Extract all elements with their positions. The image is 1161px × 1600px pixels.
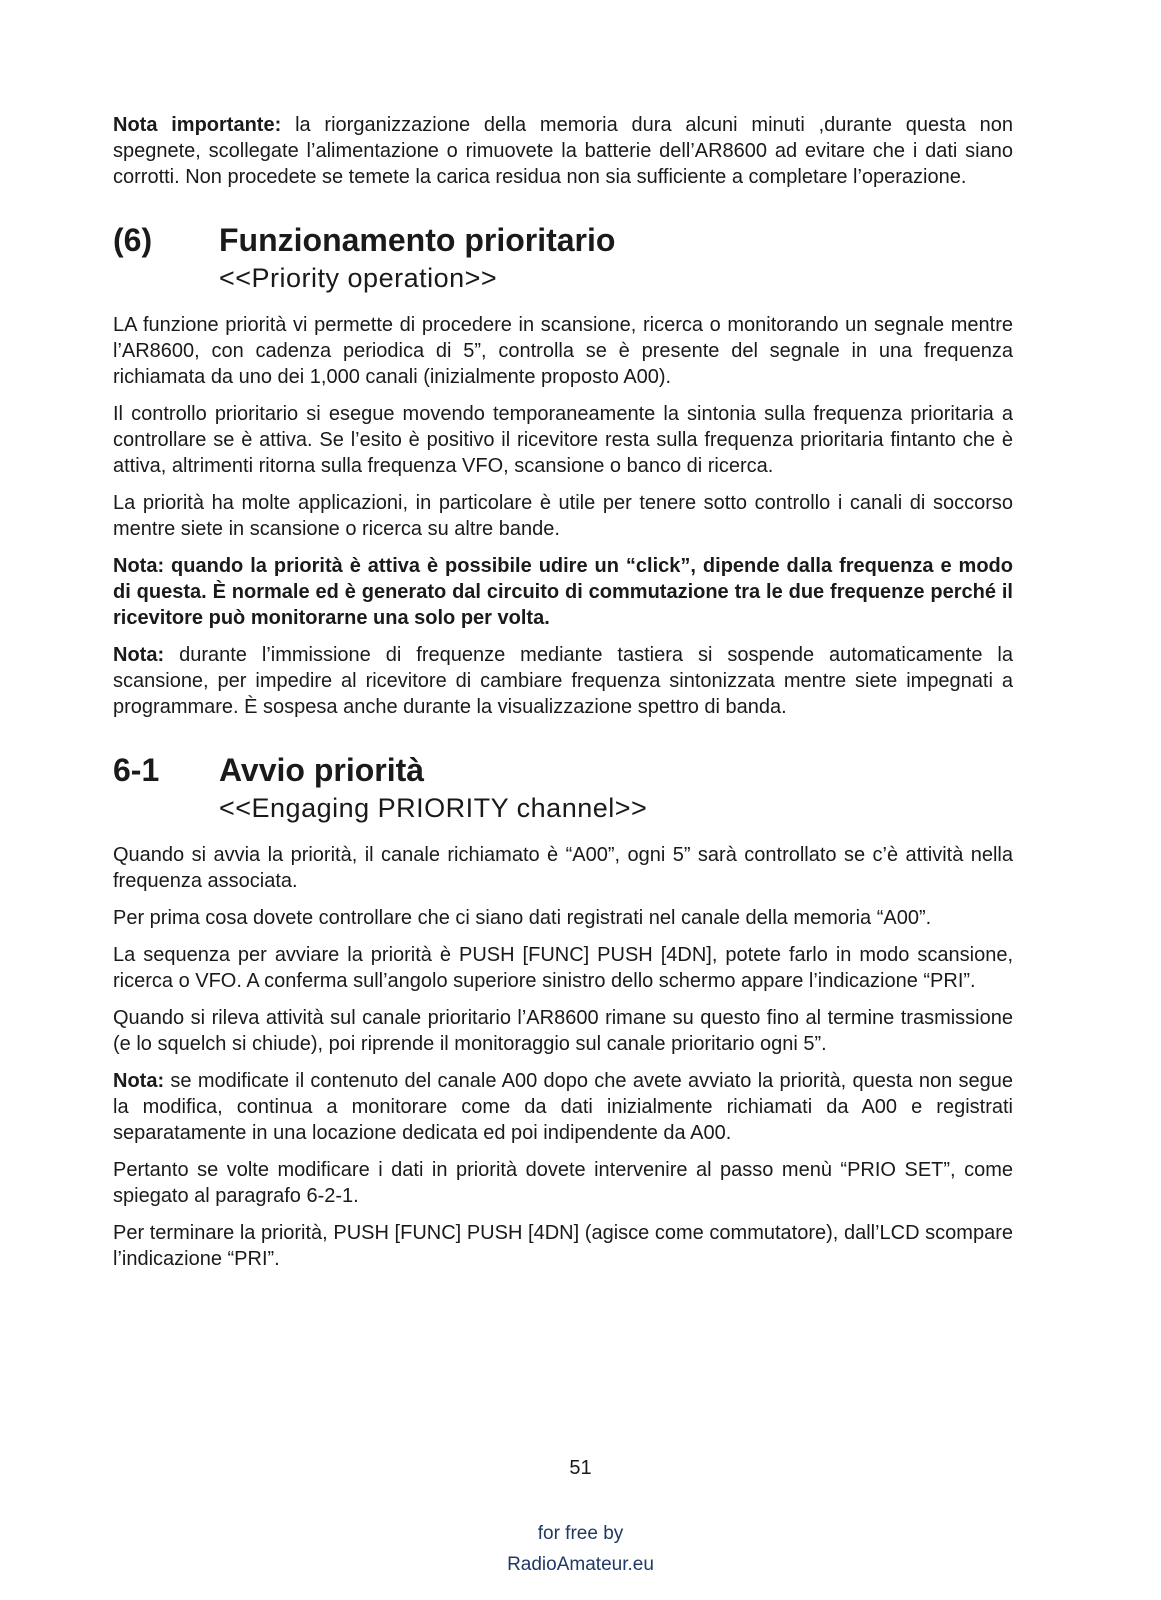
section-6-1-paragraph-6: Per terminare la priorità, PUSH [FUNC] PUSH [4DN] (agisce come commutatore), dall’LCD scompare l’indicazione “PRI”. xyxy=(113,1222,1013,1270)
section-6-1-note xyxy=(113,1068,1013,1146)
section-6-1-paragraph-3: La sequenza per avviare la priorità è PUSH [FUNC] PUSH [4DN], potete farlo in modo scansione, ricerca o VFO. A conferma sull’angolo superiore sinistro dello schermo appare l’indicazione “PRI”. xyxy=(113,944,1013,992)
section-6-note-label: Nota: xyxy=(113,644,165,666)
important-note xyxy=(113,112,1013,190)
footer xyxy=(0,1518,1161,1580)
section-6-note-text: durante l’immissione di frequenze mediante tastiera si sospende automaticamente la scansione, per impedire al ricevitore di cambiare frequenza sintonizzata mentre siete impegnati a programmare. È sospesa anche durante la visualizzazione spettro di banda. xyxy=(113,644,1014,718)
footer-line-1: for free by xyxy=(537,1523,624,1544)
section-6-1-heading xyxy=(113,750,1013,826)
section-6-1-paragraph-2: Per prima cosa dovete controllare che ci siano dati registrati nel canale della memoria “A00”. xyxy=(113,907,932,929)
section-6-1-paragraph-5: Pertanto se volte modificare i dati in priorità dovete intervenire al passo menù “PRIO SET”, come spiegato al paragrafo 6-2-1. xyxy=(113,1159,1013,1207)
important-note-label: Nota importante: xyxy=(113,114,282,136)
document-page xyxy=(113,112,1013,1283)
section-6-1-note-text: se modificate il contenuto del canale A00 dopo che avete avviato la priorità, questa non segue la modifica, continua a monitorare come da dati inizialmente richiamati da A00 e registrati separatamente in una locazione dedicata ed poi indipendente da A00. xyxy=(113,1070,1014,1144)
section-6-paragraph-3: La priorità ha molte applicazioni, in particolare è utile per tenere sotto controllo i canali di soccorso mentre siete in scansione o ricerca su altre bande. xyxy=(113,492,1013,540)
section-6-subtitle: <<Priority operation>> xyxy=(219,263,498,293)
section-6-note xyxy=(113,642,1013,720)
section-6-title: Funzionamento prioritario xyxy=(219,222,616,258)
section-6-heading xyxy=(113,220,1013,296)
footer-link[interactable]: RadioAmateur.eu xyxy=(507,1554,654,1575)
section-6-paragraph-2: Il controllo prioritario si esegue movendo temporaneamente la sintonia sulla frequenza prioritaria a controllare se è attiva. Se l’esito è positivo il ricevitore resta sulla frequenza prioritaria fintanto che è attiva, altrimenti ritorna sulla frequenza VFO, scansione o banco di ricerca. xyxy=(113,403,1013,477)
page-number: 51 xyxy=(569,1457,592,1479)
section-6-paragraph-1: LA funzione priorità vi permette di procedere in scansione, ricerca o monitorando un segnale mentre l’AR8600, con cadenza periodica di 5”, controlla se è presente del segnale in una frequenza richiamata da uno dei 1,000 canali (inizialmente proposto A00). xyxy=(113,314,1013,388)
section-6-bold-note: Nota: quando la priorità è attiva è possibile udire un “click”, dipende dalla frequenza e modo di questa. È normale ed è generato dal circuito di commutazione tra le due frequenze perché il ricevitore può monitorarne una solo per volta. xyxy=(113,555,1013,629)
section-6-1-subtitle: <<Engaging PRIORITY channel>> xyxy=(219,793,648,823)
section-6-number: (6) xyxy=(113,222,153,258)
section-6-1-note-label: Nota: xyxy=(113,1070,165,1092)
important-note-text: la riorganizzazione della memoria dura alcuni minuti ,durante questa non spegnete, scollegate l’alimentazione o rimuovete la batterie dell’AR8600 ad evitare che i dati siano corrotti. Non procedete se temete la carica residua non sia sufficiente a completare l’operazione. xyxy=(113,114,1014,188)
section-6-1-number: 6-1 xyxy=(113,752,160,788)
section-6-1-paragraph-1: Quando si avvia la priorità, il canale richiamato è “A00”, ogni 5” sarà controllato se c’è attività nella frequenza associata. xyxy=(113,844,1013,892)
section-6-1-title: Avvio priorità xyxy=(219,752,425,788)
section-6-1-paragraph-4: Quando si rileva attività sul canale prioritario l’AR8600 rimane su questo fino al termine trasmissione (e lo squelch si chiude), poi riprende il monitoraggio sul canale prioritario ogni 5”. xyxy=(113,1007,1013,1055)
